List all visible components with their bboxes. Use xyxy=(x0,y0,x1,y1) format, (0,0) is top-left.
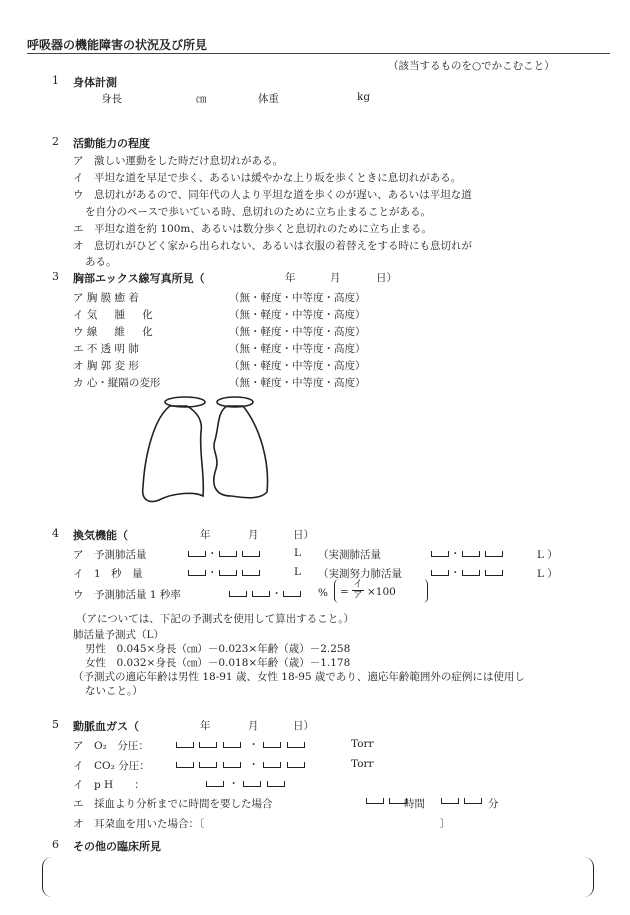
age-range-note: （予測式の適応年齢は男性 18‐91 歳、女性 18‐95 歳であり、適応年齢範囲外の症例には使用し xyxy=(73,671,525,683)
female-formula: 女性 0.032×身長（㎝）－0.018×年齢（歳）－1.178 xyxy=(85,657,351,669)
section-2-number: 2 xyxy=(52,135,59,148)
fev1-label: イ 1 秒 量 xyxy=(73,568,143,580)
section-5-heading: 動脈血ガス（ xyxy=(73,720,139,733)
fvc-label: （実測努力肺活量 xyxy=(318,568,402,580)
xray-year: 年 xyxy=(285,272,296,284)
activity-item: ア 激しい運動をした時だけ息切れがある。 xyxy=(73,155,283,167)
earlobe-label: オ 耳朶血を用いた場合：〔 xyxy=(73,818,205,830)
xray-item-label: ア 胸 膜 癒 着 xyxy=(73,292,139,304)
abg-year: 年 xyxy=(200,720,211,732)
vent-month: 月 xyxy=(248,529,259,541)
activity-item: エ 平坦な道を約 100m、あるいは数分歩くと息切れのために立ち止まる。 xyxy=(73,223,432,235)
ratio-multiplier: ×100 xyxy=(367,586,396,598)
abg-month: 月 xyxy=(248,720,259,732)
delay-label: エ 採血より分析までに時間を要した場合 xyxy=(73,798,273,810)
xray-item-grade: （無・軽度・中等度・高度） xyxy=(229,309,366,321)
po2-field[interactable]: ・ xyxy=(175,737,306,752)
pco2-field[interactable]: ・ xyxy=(175,757,306,772)
page-title: 呼吸器の機能障害の状況及び所見 xyxy=(27,38,208,52)
section-6-number: 6 xyxy=(52,838,59,851)
vent-year: 年 xyxy=(200,529,211,541)
activity-item-cont: ある。 xyxy=(85,256,117,268)
ratio-formula xyxy=(334,579,428,603)
xray-item-label: ウ 線 維 化 xyxy=(73,326,153,338)
fev1-ratio-field[interactable]: ・ xyxy=(228,586,302,601)
measured-vc-field[interactable]: ・ xyxy=(430,546,504,561)
pco2-unit: Torr xyxy=(351,758,374,770)
delay-hours-unit: 時間 xyxy=(404,798,425,810)
age-range-note-cont: ないこと。） xyxy=(85,685,143,697)
other-findings-field[interactable] xyxy=(42,857,594,897)
fvc-field[interactable]: ・ xyxy=(430,565,504,580)
male-formula: 男性 0.045×身長（㎝）－0.023×年齢（歳）－2.258 xyxy=(85,643,351,655)
ratio-equals: = xyxy=(340,586,349,598)
weight-label: 体重 xyxy=(258,93,279,105)
section-3-heading: 胸部エックス線写真所見（ xyxy=(73,272,205,285)
activity-item: ウ 息切れがあるので、同年代の人より平坦な道を歩くのが遅い、あるいは平坦な道 xyxy=(73,189,472,201)
xray-item-label: カ 心・縦隔の変形 xyxy=(73,377,161,389)
instruction: （該当するものを○でかこむこと） xyxy=(388,60,555,72)
fvc-unit: L ） xyxy=(537,568,558,580)
xray-item-label: エ 不 透 明 肺 xyxy=(73,343,139,355)
measured-vc-unit: L ） xyxy=(537,549,558,561)
height-unit: ㎝ xyxy=(196,93,207,105)
activity-item: オ 息切れがひどく家から出られない、あるいは衣服の着替えをする時にも息切れが xyxy=(73,240,472,252)
ph-label: イ p H ： xyxy=(73,779,145,791)
abg-day: 日） xyxy=(293,720,314,732)
fev1-unit: L xyxy=(294,566,301,578)
xray-item-grade: （無・軽度・中等度・高度） xyxy=(229,292,366,304)
section-1-number: 1 xyxy=(52,74,59,87)
section-2-heading: 活動能力の程度 xyxy=(73,137,150,150)
section-6-heading: その他の臨床所見 xyxy=(73,840,161,853)
fev1-ratio-label: ウ 予測肺活量 1 秒率 xyxy=(73,589,181,601)
xray-item-grade: （無・軽度・中等度・高度） xyxy=(229,360,366,372)
ratio-numerator: イ xyxy=(353,579,363,590)
delay-hours-field[interactable] xyxy=(365,795,408,807)
predicted-vc-field[interactable]: ・ xyxy=(187,546,261,561)
delay-minutes-field[interactable] xyxy=(440,795,483,807)
title-rule xyxy=(27,53,610,54)
vent-day: 日） xyxy=(293,529,314,541)
activity-item: イ 平坦な道を早足で歩く、あるいは緩やかな上り坂を歩くときに息切れがある。 xyxy=(73,172,462,184)
delay-minutes-unit: 分 xyxy=(488,798,499,810)
xray-item-grade: （無・軽度・中等度・高度） xyxy=(229,377,366,389)
xray-item-label: オ 胸 郭 変 形 xyxy=(73,360,139,372)
xray-month: 月 xyxy=(330,272,341,284)
measured-vc-label: （実測肺活量 xyxy=(318,549,381,561)
fev1-field[interactable]: ・ xyxy=(187,565,261,580)
predicted-vc-label: ア 予測肺活量 xyxy=(73,549,147,561)
height-label: 身長 xyxy=(101,93,122,105)
section-4-number: 4 xyxy=(52,527,59,540)
prediction-formula-heading: 肺活量予測式（L） xyxy=(73,629,164,641)
lung-diagram xyxy=(135,392,280,512)
xray-item-grade: （無・軽度・中等度・高度） xyxy=(229,326,366,338)
predicted-vc-unit: L xyxy=(294,547,301,559)
po2-label: ア O₂ 分圧： xyxy=(73,740,149,752)
section-4-heading: 換気機能（ xyxy=(73,529,128,542)
ratio-denominator: ア xyxy=(353,590,363,601)
weight-unit: kg xyxy=(357,91,371,103)
activity-item-cont: を自分のペースで歩いている時、息切れのために立ち止まることがある。 xyxy=(85,206,431,218)
earlobe-close: 〕 xyxy=(440,818,451,830)
po2-unit: Torr xyxy=(351,738,374,750)
xray-item-label: イ 気 腫 化 xyxy=(73,309,153,321)
prediction-note: （アについては、下記の予測式を使用して算出すること。） xyxy=(76,613,355,625)
ratio-fraction xyxy=(352,580,364,601)
ph-field[interactable]: ・ xyxy=(205,776,286,791)
section-1-heading: 身体計測 xyxy=(73,76,117,89)
xray-day: 日） xyxy=(376,272,397,284)
pco2-label: イ CO₂ 分圧： xyxy=(73,760,150,772)
section-5-number: 5 xyxy=(52,718,59,731)
section-3-number: 3 xyxy=(52,270,59,283)
xray-item-grade: （無・軽度・中等度・高度） xyxy=(229,343,366,355)
fev1-ratio-unit: % xyxy=(318,587,328,599)
